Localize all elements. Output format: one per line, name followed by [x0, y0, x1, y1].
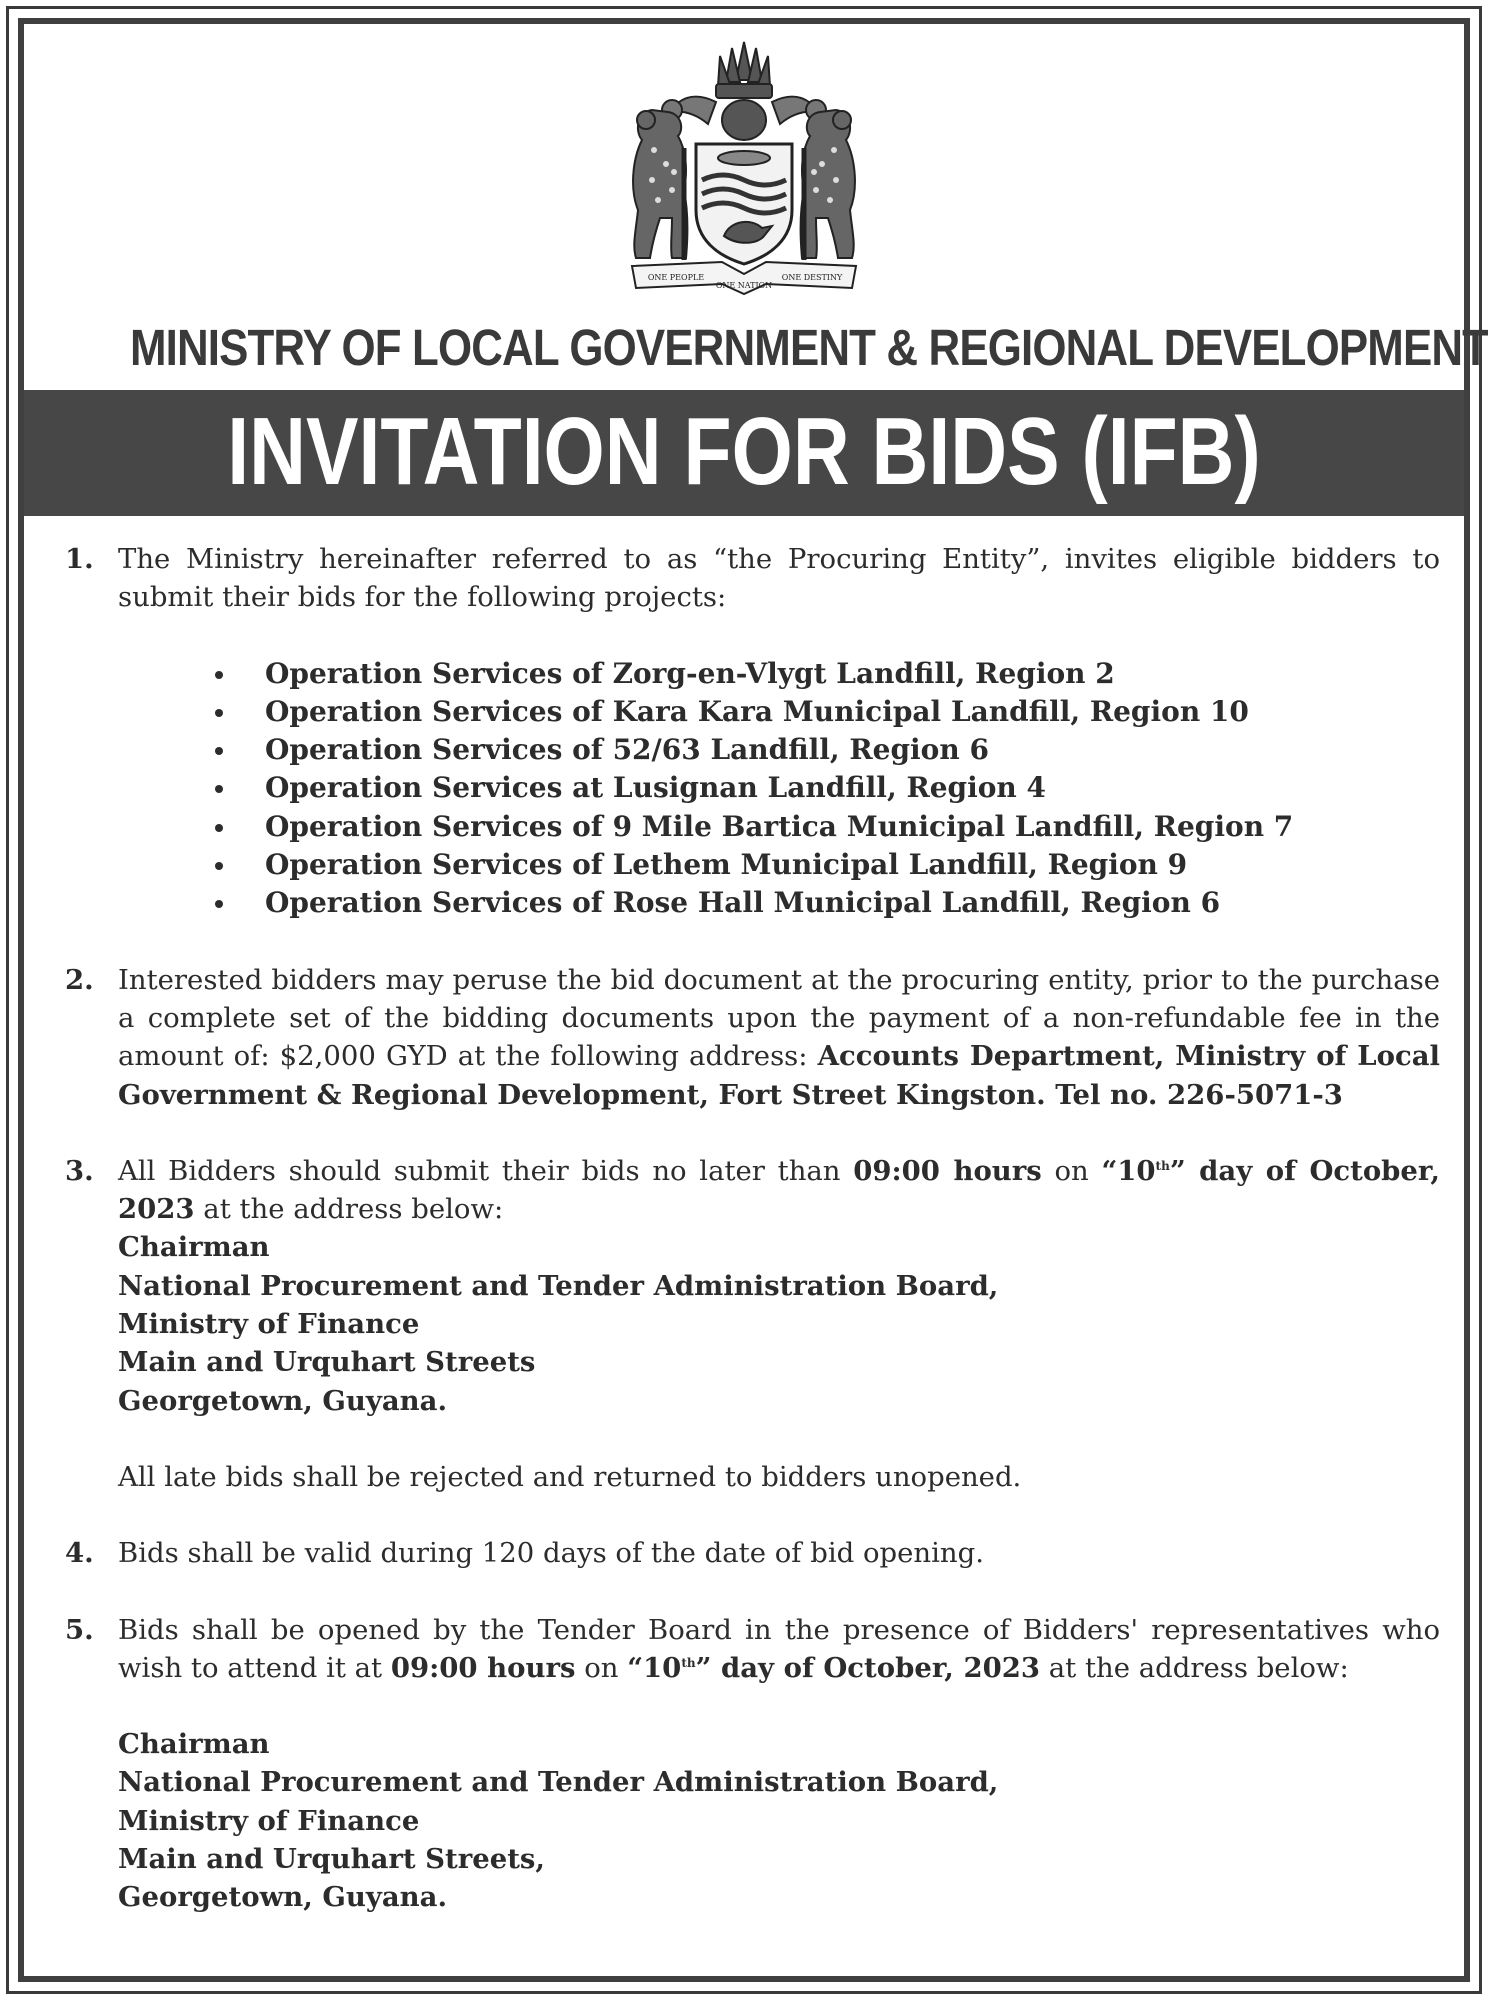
coat-of-arms-emblem [612, 40, 876, 300]
list-item: Operation Services of 52/63 Landfill, Region 6 [265, 731, 1440, 769]
clause-number: 1. [65, 543, 94, 575]
list-item: Operation Services at Lusignan Landfill, Region 4 [265, 769, 1440, 807]
project-list [60, 655, 1440, 923]
list-item: Operation Services of 9 Mile Bartica Municipal Landfill, Region 7 [265, 808, 1440, 846]
clause-number: 4. [65, 1537, 94, 1570]
clause-5-text: Bids shall be opened by the Tender Board in the presence of Bidders' representatives who wish to attend it at [118, 1613, 1440, 1684]
list-item: Operation Services of Kara Kara Municipal Landfill, Region 10 [265, 693, 1440, 731]
deadline-time: 09:00 hours [853, 1154, 1042, 1187]
bid-clauses [60, 540, 1440, 1917]
opening-address: Chairman National Procurement and Tender Administration Board, Ministry of Finance Main and Urquhart Streets, Georgetown, Guyana. [118, 1728, 999, 1914]
motto-center: ONE NATION [715, 281, 773, 290]
clause-1-text: The Ministry hereinafter referred to as “the Procuring Entity”, invites eligible bidders to submit their bids for the following projects: [118, 543, 1440, 614]
clause-3: 3. All Bidders should submit their bids no later than 09:00 hours on “10th” day of October, 2023 at the address below: Chairman National Procurement and Tender Administration Board, Ministry of Finance Main and Urquhart Streets Georgetown, Guyana. All late bids shall be rejected and returned to bidders unopened. [60, 1152, 1440, 1496]
clause-2 [60, 961, 1440, 1114]
list-item: Operation Services of Zorg-en-Vlygt Landfill, Region 2 [265, 655, 1440, 693]
clause-4-text: Bids shall be valid during 120 days of the date of bid opening. [118, 1537, 984, 1570]
accounts-address: Accounts Department, Ministry of Local Government & Regional Development, Fort Street Kingston. Tel no. 226-5071-3 [118, 1040, 1440, 1111]
ministry-name: MINISTRY OF LOCAL GOVERNMENT & REGIONAL DEVELOPMENT [129, 319, 1488, 376]
motto-left: ONE PEOPLE [647, 273, 705, 282]
clause-number: 3. [65, 1154, 94, 1187]
opening-time: 09:00 hours [390, 1651, 576, 1684]
late-bids-note: All late bids shall be rejected and returned to bidders unopened. [118, 1460, 1022, 1493]
clause-5: 5. Bids shall be opened by the Tender Board in the presence of Bidders' representatives who wish to attend it at 09:00 hours on “10th” day of October, 2023 at the address below: Chairman National Procurement and Tender Administration Board, Ministry of Finance Main and Urquhart Streets, Georgetown, Guyana. [60, 1611, 1440, 1917]
clause-1 [60, 540, 1440, 617]
list-item: Operation Services of Lethem Municipal Landfill, Region 9 [265, 846, 1440, 884]
list-item: Operation Services of Rose Hall Municipal Landfill, Region 6 [265, 884, 1440, 922]
clause-number: 2. [65, 963, 94, 996]
clause-2-text: Interested bidders may peruse the bid document at the procuring entity, prior to the purchase a complete set of the bidding documents upon the payment of a non-refundable fee in the amount of: $2,000 GYD at the following address: [118, 963, 1440, 1073]
opening-date: “10th” day of October, 2023 [627, 1651, 1040, 1684]
page-title: INVITATION FOR BIDS (IFB) [227, 398, 1261, 505]
deadline-date: “10th” day of October, 2023 [118, 1154, 1440, 1226]
clause-number: 5. [65, 1613, 94, 1646]
motto-right: ONE DESTINY [781, 273, 843, 282]
clause-4 [60, 1534, 1440, 1572]
clause-3-text: All Bidders should submit their bids no later than [118, 1154, 841, 1187]
title-banner [24, 390, 1464, 516]
submission-address: Chairman National Procurement and Tender Administration Board, Ministry of Finance Main and Urquhart Streets Georgetown, Guyana. [118, 1231, 999, 1417]
